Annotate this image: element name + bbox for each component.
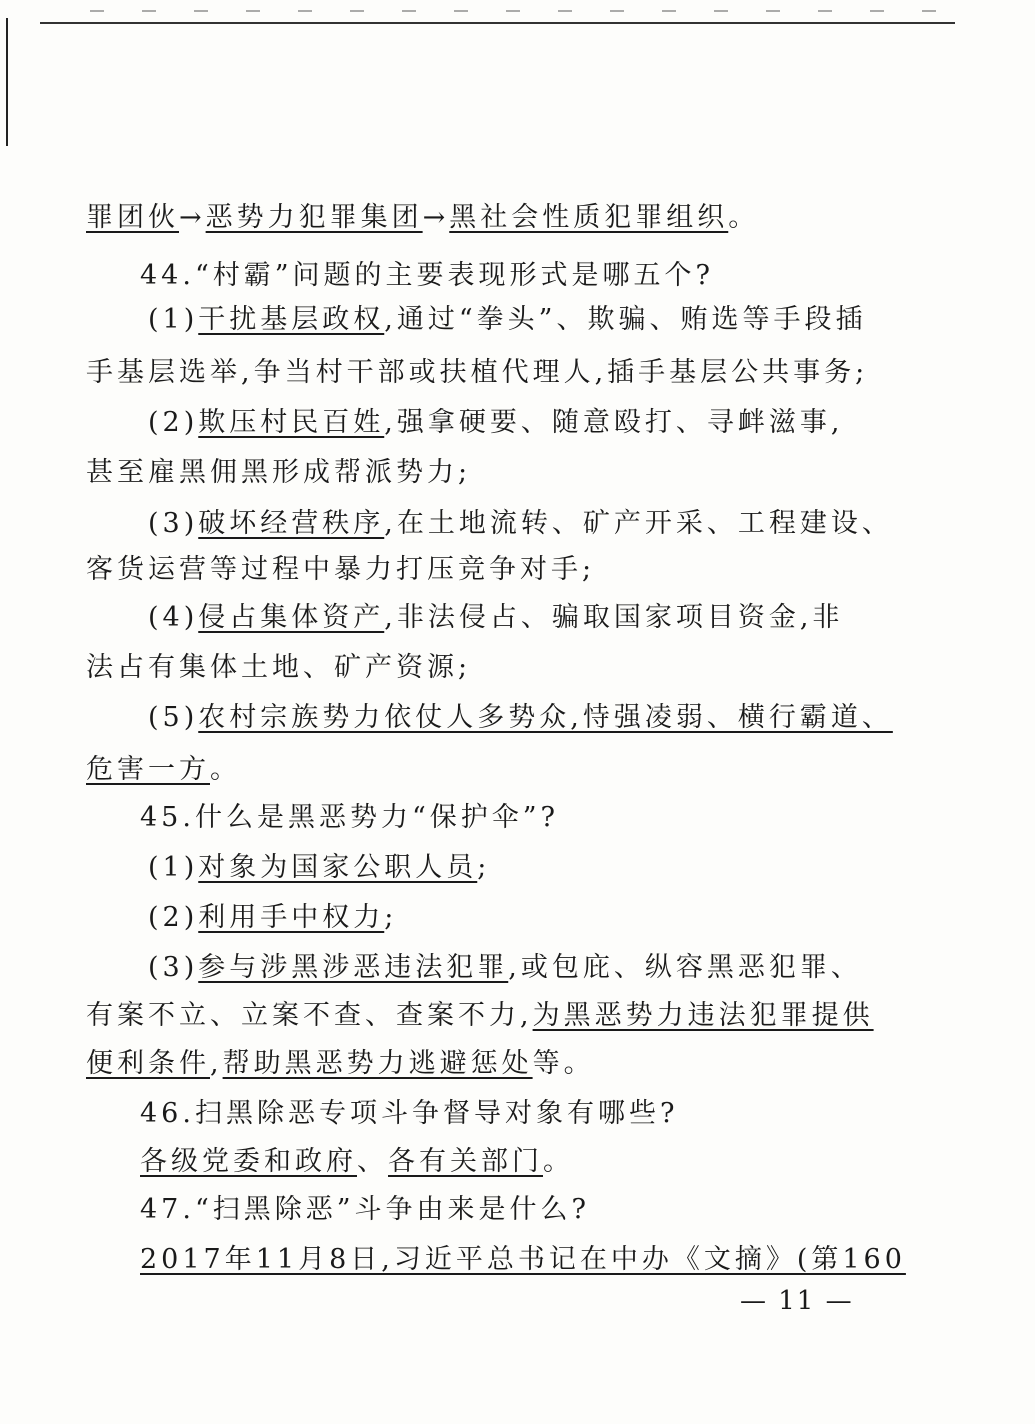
text-segment: (1) <box>148 852 199 883</box>
text-line-17 <box>86 998 874 1034</box>
text-segment: 客货运营等过程中暴力打压竞争对手; <box>86 554 596 585</box>
text-segment: 45.什么是黑恶势力“保护伞”? <box>140 802 560 833</box>
underlined-text: 罪团伙 <box>86 202 179 233</box>
page-number: — 11 — <box>740 1286 854 1316</box>
text-segment: 有案不立、立案不查、查案不力, <box>86 1000 533 1031</box>
text-segment: ,非法侵占、骗取国家项目资金,非 <box>384 602 844 633</box>
text-segment: 。 <box>543 1146 574 1177</box>
underlined-text: 干扰基层政权 <box>198 304 385 335</box>
text-segment: 甚至雇黑佣黑形成帮派势力; <box>86 457 472 488</box>
text-line-8 <box>86 552 595 588</box>
underlined-text: 2017年11月8日,习近平总书记在中办《文摘》(第160 <box>140 1244 906 1275</box>
underlined-text: 为黑恶势力违法犯罪提供 <box>532 1000 874 1031</box>
text-line-16 <box>148 950 862 986</box>
underlined-text: 利用手中权力 <box>198 902 385 933</box>
underlined-text: 破坏经营秩序 <box>198 508 385 539</box>
text-line-6 <box>86 455 471 491</box>
text-segment: ; <box>477 852 491 883</box>
text-segment: (3) <box>148 508 199 539</box>
text-segment: ,或包庇、纵容黑恶犯罪、 <box>508 952 862 983</box>
text-segment: (5) <box>148 702 199 733</box>
underlined-text: 欺压村民百姓 <box>198 407 385 438</box>
text-line-3 <box>148 302 866 338</box>
text-segment: → <box>422 202 450 233</box>
text-segment: 、 <box>357 1146 388 1177</box>
text-segment: (3) <box>148 952 199 983</box>
text-segment: 44.“村霸”问题的主要表现形式是哪五个? <box>140 260 715 291</box>
text-segment: (1) <box>148 304 199 335</box>
text-line-19 <box>140 1096 678 1132</box>
text-segment: ; <box>384 902 398 933</box>
text-segment: 。 <box>210 754 241 785</box>
text-segment: 法占有集体土地、矿产资源; <box>86 652 472 683</box>
text-line-11 <box>148 700 893 736</box>
text-segment: ,通过“拳头”、欺骗、贿选等手段插 <box>384 304 867 335</box>
text-segment: 47.“扫黑除恶”斗争由来是什么? <box>140 1194 591 1225</box>
text-segment: → <box>179 202 206 233</box>
text-line-18 <box>86 1046 595 1082</box>
header-rule <box>40 22 955 24</box>
underlined-text: 恶势力犯罪集团 <box>205 202 423 233</box>
text-line-9 <box>148 600 843 636</box>
underlined-text: 便利条件 <box>86 1048 210 1079</box>
underlined-text: 参与涉黑涉恶违法犯罪 <box>198 952 509 983</box>
underlined-text: 各有关部门 <box>388 1146 543 1177</box>
underlined-text: 各级党委和政府 <box>140 1146 357 1177</box>
text-segment: (2) <box>148 407 199 438</box>
text-line-12 <box>86 752 241 788</box>
text-segment: 。 <box>728 202 760 233</box>
text-segment: ,强拿硬要、随意殴打、寻衅滋事, <box>384 407 844 438</box>
underlined-text: 农村宗族势力依仗人多势众,恃强凌弱、横行霸道、 <box>198 702 893 733</box>
text-line-7 <box>148 506 893 542</box>
underlined-text: 帮助黑恶势力逃避惩处 <box>222 1048 533 1079</box>
text-line-15 <box>148 900 397 936</box>
text-line-1 <box>86 200 759 236</box>
text-segment: 等。 <box>532 1048 595 1079</box>
underlined-text: 对象为国家公职人员 <box>198 852 478 883</box>
header-dash-marks <box>90 10 950 12</box>
text-segment: 手基层选举,争当村干部或扶植代理人,插手基层公共事务; <box>86 357 869 388</box>
text-segment: (2) <box>148 902 199 933</box>
text-line-4 <box>86 355 868 391</box>
underlined-text: 危害一方 <box>86 754 210 785</box>
text-line-13 <box>140 800 559 836</box>
text-line-5 <box>148 405 843 441</box>
text-segment: , <box>210 1048 223 1079</box>
text-line-21 <box>140 1192 590 1228</box>
text-line-2 <box>140 258 714 294</box>
text-line-10 <box>86 650 471 686</box>
underlined-text: 黑社会性质犯罪组织 <box>449 202 729 233</box>
text-segment: (4) <box>148 602 199 633</box>
text-line-20 <box>140 1144 574 1180</box>
binding-edge-mark <box>6 18 8 146</box>
text-line-22 <box>140 1242 906 1278</box>
text-line-14 <box>148 850 490 886</box>
text-segment: 46.扫黑除恶专项斗争督导对象有哪些? <box>140 1098 679 1129</box>
underlined-text: 侵占集体资产 <box>198 602 385 633</box>
text-segment: ,在土地流转、矿产开采、工程建设、 <box>384 508 893 539</box>
